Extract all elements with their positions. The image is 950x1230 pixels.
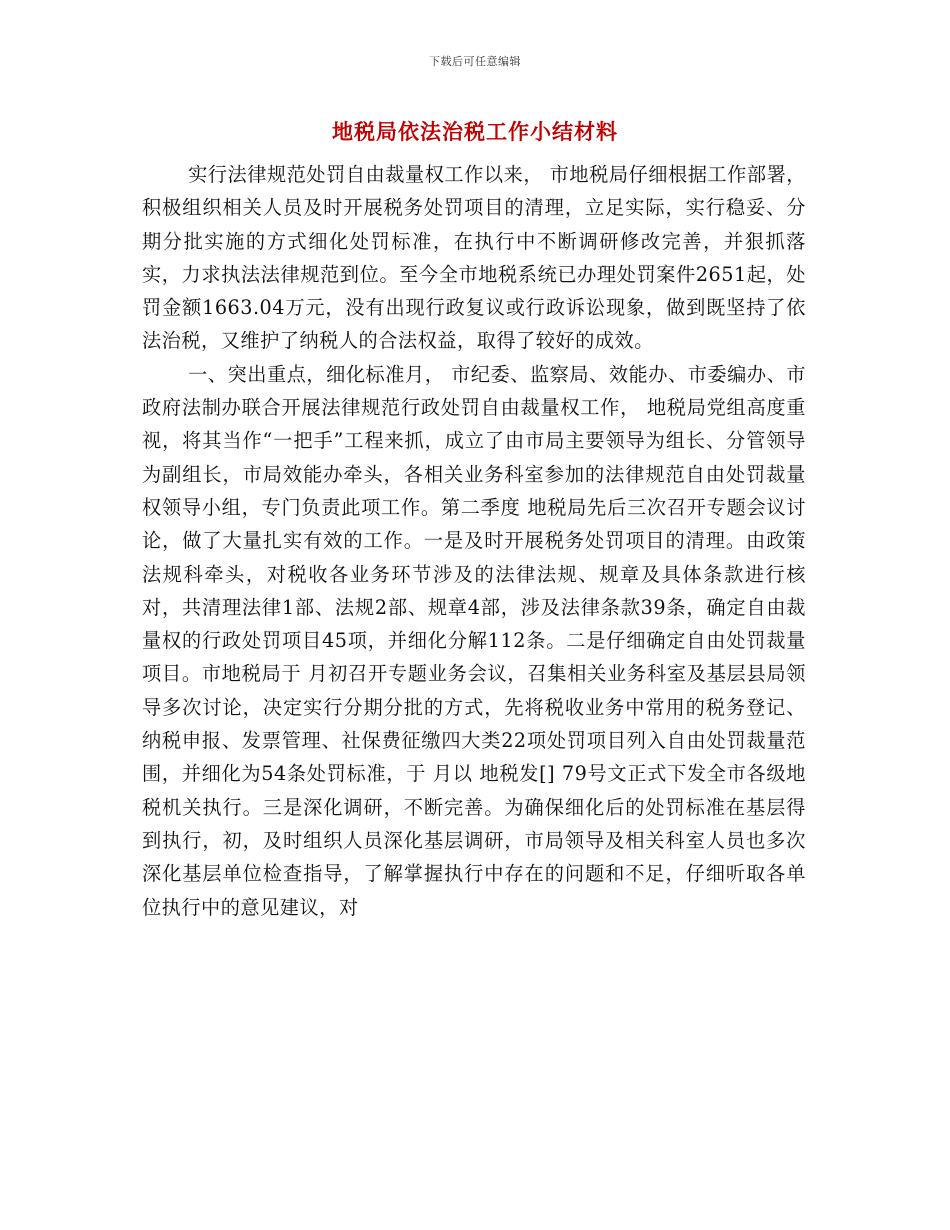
- page-header: 下载后可任意编辑: [429, 55, 521, 68]
- document-title: 地税局依法治税工作小结材料: [332, 119, 618, 144]
- document-body: [142, 158, 806, 924]
- paragraph-section-one: 一、突出重点，细化标准月， 市纪委、监察局、效能办、市委编办、市政府法制办联合开展法律规范行政处罚自由裁量权工作， 地税局党组高度重视，将其当作“一把手”工程来抓，成立了由市局主要领导为组长、分管领导为副组长，市局效能办牵头，各相关业务科室参加的法律规范自由处罚裁量权领导小组，专门负责此项工作。第二季度 地税局先后三次召开专题会议讨论，做了大量扎实有效的工作。一是及时开展税务处罚项目的清理。由政策法规科牵头，对税收各业务环节涉及的法律法规、规章及具体条款进行核对，共清理法律1部、法规2部、规章4部，涉及法律条款39条，确定自由裁量权的行政处罚项目45项，并细化分解112条。二是仔细确定自由处罚裁量项目。市地税局于 月初召开专题业务会议，召集相关业务科室及基层县局领导多次讨论，决定实行分期分批的方式，先将税收业务中常用的税务登记、纳税申报、发票管理、社保费征缴四大类22项处罚项目列入自由处罚裁量范围，并细化为54条处罚标准，于 月以 地税发[] 79号文正式下发全市各级地税机关执行。三是深化调研，不断完善。为确保细化后的处罚标准在基层得到执行，初，及时组织人员深化基层调研，市局领导及相关科室人员也多次深化基层单位检查指导，了解掌握执行中存在的问题和不足，仔细听取各单位执行中的意见建议，对: [142, 362, 806, 919]
- paragraph-intro: 实行法律规范处罚自由裁量权工作以来， 市地税局仔细根据工作部署，积极组织相关人员及时开展税务处罚项目的清理，立足实际，实行稳妥、分期分批实施的方式细化处罚标准，在执行中不断调研修改完善，并狠抓落实，力求执法法律规范到位。至今全市地税系统已办理处罚案件2651起，处罚金额1663.04万元，没有出现行政复议或行政诉讼现象，做到既坚持了依法治税，又维护了纳税人的合法权益，取得了较好的成效。: [142, 163, 806, 353]
